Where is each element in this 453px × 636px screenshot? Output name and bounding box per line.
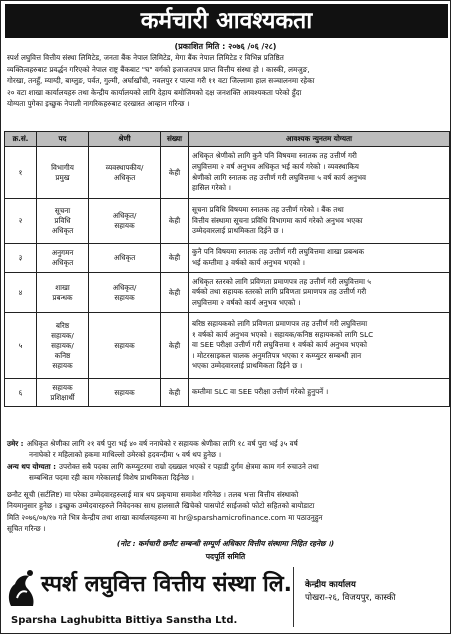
post-line: प्रशिक्षार्थी <box>50 392 75 402</box>
committee-name: पदपूर्ति समिति <box>205 552 246 561</box>
row-qualification <box>189 313 450 379</box>
intro-line: २० वटा शाखा कार्यालयहरु तथा केन्द्रीय कार्यालयको लागि देहाय बमोजिमको दक्ष जनशक्ति आवश्यकता परेको हुँदा <box>7 87 302 97</box>
post-line: बरिष्ठ <box>55 320 70 330</box>
post-line: सहायक/ <box>51 340 74 350</box>
table-row <box>5 199 450 244</box>
age-label: उमेर : <box>7 439 24 448</box>
qualification-line: कम्तीमा SLC वा SEE परीक्षा उत्तीर्ण गरेको हुनुपर्ने । <box>192 387 329 397</box>
header-qualification: आवश्यक न्युनतम योग्यता <box>189 132 450 147</box>
post-line: सहायक/ <box>51 330 74 340</box>
row-serial: २ <box>5 199 37 244</box>
application-line: छनौट सूची (सर्टलिष्ट) मा परेका उम्मेदवारहरुलाई मात्र थप प्रकृयामा समावेश गरिनेछ । तलब भत्ता वित्तीय संस्थाको <box>7 490 299 499</box>
eligibility-notes <box>7 438 447 484</box>
qualification-line: अधिकृत श्रेणीको लागि कुनै पनि विषयमा स्नातक तह उत्तीर्ण गरी <box>192 151 357 161</box>
row-count: केही <box>161 273 189 313</box>
other-label: अन्य थप योग्यता : <box>7 461 57 471</box>
application-line: नियमानुसार हुनेछ । इच्छुक उम्मेदवारहरुले निवेदनका साथ हालसालै खिचेको पासपोर्ट साईजको फोटो सहितको बायोडाटा <box>7 501 315 511</box>
table-row <box>5 244 450 273</box>
row-post <box>37 199 89 244</box>
qualification-line: १ वर्षको कार्य अनुभव भएको । सहायक/कनिष्ठ सहायकको लागि SLC <box>192 329 374 339</box>
row-qualification <box>189 379 450 407</box>
qualification-line: लघुवित्तमा २ वर्ष अनुभव अधिकृत भई कार्य गरेको । व्यवस्थाकिय <box>192 161 359 171</box>
logo-english-name: Sparsha Laghubitta Bittiya Sanstha Ltd. <box>11 615 238 626</box>
post-line: सूचना <box>54 206 71 215</box>
row-level <box>89 313 161 379</box>
application-line: सूचित गरिन्छ । <box>7 524 46 534</box>
row-count: केही <box>161 147 189 199</box>
vacancy-table <box>4 131 450 407</box>
level-line: अधिकृत <box>113 172 136 182</box>
other-text: उपरोक्त सबै पदका लागि कम्प्युटरमा राम्रो दख्खल भएको र पहाडी दुर्गम क्षेत्रमा काम गर्न रुचाउने तथा <box>59 461 319 471</box>
row-qualification <box>189 244 450 273</box>
footnote: (नोट : कर्मचारी छनौट सम्बन्धी सम्पूर्ण अधिकार वित्तीय संस्थामा निहित रहनेछ ।) <box>116 539 335 548</box>
level-line: अधिकृत <box>113 253 136 262</box>
post-line: शाखा <box>55 282 70 292</box>
table-row <box>5 313 450 379</box>
logo-nepali-name: स्पर्श लघुवित्त वित्तीय संस्था लि. <box>41 572 293 597</box>
row-qualification <box>189 273 450 313</box>
post-line: प्रबन्धक <box>52 292 73 302</box>
intro-line: व्यक्तित्वहरुबाट प्रवर्द्धन गरिएको नेपाल राष्ट्र बैंकबाट "घ" वर्गको इजाजतपत्र प्राप्त वित्तीय संस्था हो । कास्की, लमजुङ, <box>7 64 310 74</box>
age-text: ननाघेको र महिलाको हकमा माथिल्लो उमेरको हदवन्दीमा ५ वर्ष थप हुनेछ । <box>29 450 222 460</box>
intro-line: स्पर्श लघुवित्त वित्तीय संस्था लिमिटेड, जनता बैंक नेपाल लिमिटेड, मेगा बैंक नेपाल लिमिटेड र विभिन्न प्रतिष्ठित <box>7 53 284 62</box>
post-line: प्रमुख <box>55 172 70 182</box>
qualification-line: कुनै पनि विषयमा स्नातक तह उत्तीर्ण गरी लघुवित्तमा शाखा प्रबन्धक <box>192 247 365 257</box>
qualification-line: लघुवित्तमा २ वर्षको कार्य अनुभव भएको । <box>192 297 301 307</box>
row-level <box>89 244 161 273</box>
level-line: सहायक <box>114 387 135 397</box>
row-level <box>89 199 161 244</box>
level-line: सहायक <box>114 340 135 350</box>
qualification-line: श्रेणीको लागि स्नातक तह उत्तीर्ण गरी लघुवित्तमा ५ वर्ष कार्य अनुभव <box>192 172 367 182</box>
qualification-line: वा SEE परीक्षा उत्तीर्ण गरी लघुवित्तमा १ वर्षको कार्य अनुभव भएको <box>192 340 367 350</box>
level-line: अधिकृत/ <box>112 211 137 220</box>
office-address: पोखरा-२६, विजयपुर, कास्की <box>305 593 396 603</box>
age-text: अधिकृत श्रेणीका लागि २१ वर्ष पुरा भई ४० वर्ष ननाघेको र सहायक श्रेणीका लागि १८ वर्ष पुरा भई ३५ वर्ष <box>26 439 298 448</box>
post-line: कनिष्ठ <box>54 350 71 360</box>
row-post <box>37 379 89 407</box>
level-line: अधिकृत/ <box>112 282 137 292</box>
organization-logo <box>5 564 293 630</box>
row-serial: ५ <box>5 313 37 379</box>
row-serial: ६ <box>5 379 37 407</box>
header-serial: क्र.सं. <box>5 132 37 147</box>
intro-line: गोरखा, तनहुँ, म्याग्दी, बाग्लुङ, पर्वत, गुल्मी, अर्घाखाँची, नवलपुर र पाल्पा गरी ११ वटा जिल्लामा हाल सञ्चालनमा रहेका <box>7 76 315 86</box>
page-title: कर्मचारी आवश्यकता <box>5 4 448 38</box>
row-level <box>89 147 161 199</box>
qualification-line: बरिष्ठ सहायकको लागि प्रविणता प्रमाणपत्र तह उत्तीर्ण गरी लघुवित्तमा <box>192 319 368 329</box>
level-line: सहायक <box>114 221 135 230</box>
age-note <box>7 438 447 449</box>
table-row <box>5 147 450 199</box>
other-text: सम्बन्धित पदमा रही काम गरेकालाई विशेष प्राथमिकता दिईनेछ । <box>29 473 194 483</box>
post-line: सहायक <box>52 382 73 392</box>
qualification-line: वर्षको तथा सहायक स्तरको लागि प्रविणता प्रमाणपत्र तह उत्तीर्ण गरी <box>192 287 367 297</box>
row-serial: ४ <box>5 273 37 313</box>
qualification-line: हासिल गरेको । <box>192 183 231 193</box>
row-serial: १ <box>5 147 37 199</box>
post-line: अनुगमन <box>51 248 74 257</box>
header-post: पद <box>37 132 89 147</box>
row-post <box>37 273 89 313</box>
application-paragraph <box>7 489 447 535</box>
central-office <box>305 579 396 605</box>
publication-date: (प्रकाशित मिति : २०७६ /०६ /२८) <box>174 42 277 51</box>
application-line: मिति २०७६/०७/१७ गते भित्र केन्द्रीय तथा शाखा कार्यालयहरुमा वा hr@sparshamicrofinance.com मा पठाउनुहुन <box>7 512 323 522</box>
qualification-line: सूचना प्रविधि विषयमा स्नातक तह उत्तीर्ण गरेको । बैंक तथा <box>192 205 344 215</box>
office-title: केन्द्रीय कार्यालय <box>305 580 356 590</box>
row-post <box>37 244 89 273</box>
table-header-row <box>5 132 450 147</box>
row-post <box>37 313 89 379</box>
qualification-line: वित्तीय संस्थामा सूचना प्रविधि विभागमा कार्य गरेको अनुभव भएका <box>192 215 363 225</box>
qualification-line: भएका उम्मेदवारलाई प्राथमिकता दिईने छ । <box>192 361 303 371</box>
qualification-line: । मोटरसाइकल चालक अनुमतिपत्र भएका र कम्प्युटर सम्बन्धी ज्ञान <box>192 350 362 360</box>
level-line: सहायक <box>114 292 135 302</box>
post-line: अधिकृत <box>51 226 74 235</box>
qualification-line: अधिकृत स्तरको लागि प्रविणता प्रमाणपत्र तह उत्तीर्ण गरी लघुवित्तमा ५ <box>192 276 371 286</box>
header-count: संख्या <box>161 132 189 147</box>
row-serial: ३ <box>5 244 37 273</box>
row-count: केही <box>161 313 189 379</box>
table-row <box>5 379 450 407</box>
intro-paragraph <box>7 52 447 110</box>
divider <box>293 567 294 627</box>
table-row <box>5 273 450 313</box>
intro-line: योग्यता पुगेका इच्छुक नेपाली नागरिकहरुबाट दरखास्त आव्हान गरिन्छ । <box>7 99 190 109</box>
hand-logo-icon <box>5 568 39 612</box>
post-line: प्रविधि <box>54 216 71 225</box>
row-count: केही <box>161 379 189 407</box>
row-count: केही <box>161 199 189 244</box>
row-count: केही <box>161 244 189 273</box>
row-qualification <box>189 199 450 244</box>
other-note <box>7 461 447 472</box>
row-level <box>89 273 161 313</box>
qualification-line: भई कम्तीमा ३ वर्षको कार्य अनुभव भएको । <box>192 258 306 267</box>
post-line: अधिकृत <box>51 258 74 267</box>
level-line: व्यवस्थापकीय/ <box>105 162 144 172</box>
row-post <box>37 147 89 199</box>
post-line: विभागीय <box>51 162 74 172</box>
qualification-line: उम्मेदवारलाई प्राथमिकता दिईने छ । <box>192 226 284 236</box>
post-line: सहायक <box>52 360 73 370</box>
row-level <box>89 379 161 407</box>
header-level: श्रेणी <box>89 132 161 147</box>
row-qualification <box>189 147 450 199</box>
